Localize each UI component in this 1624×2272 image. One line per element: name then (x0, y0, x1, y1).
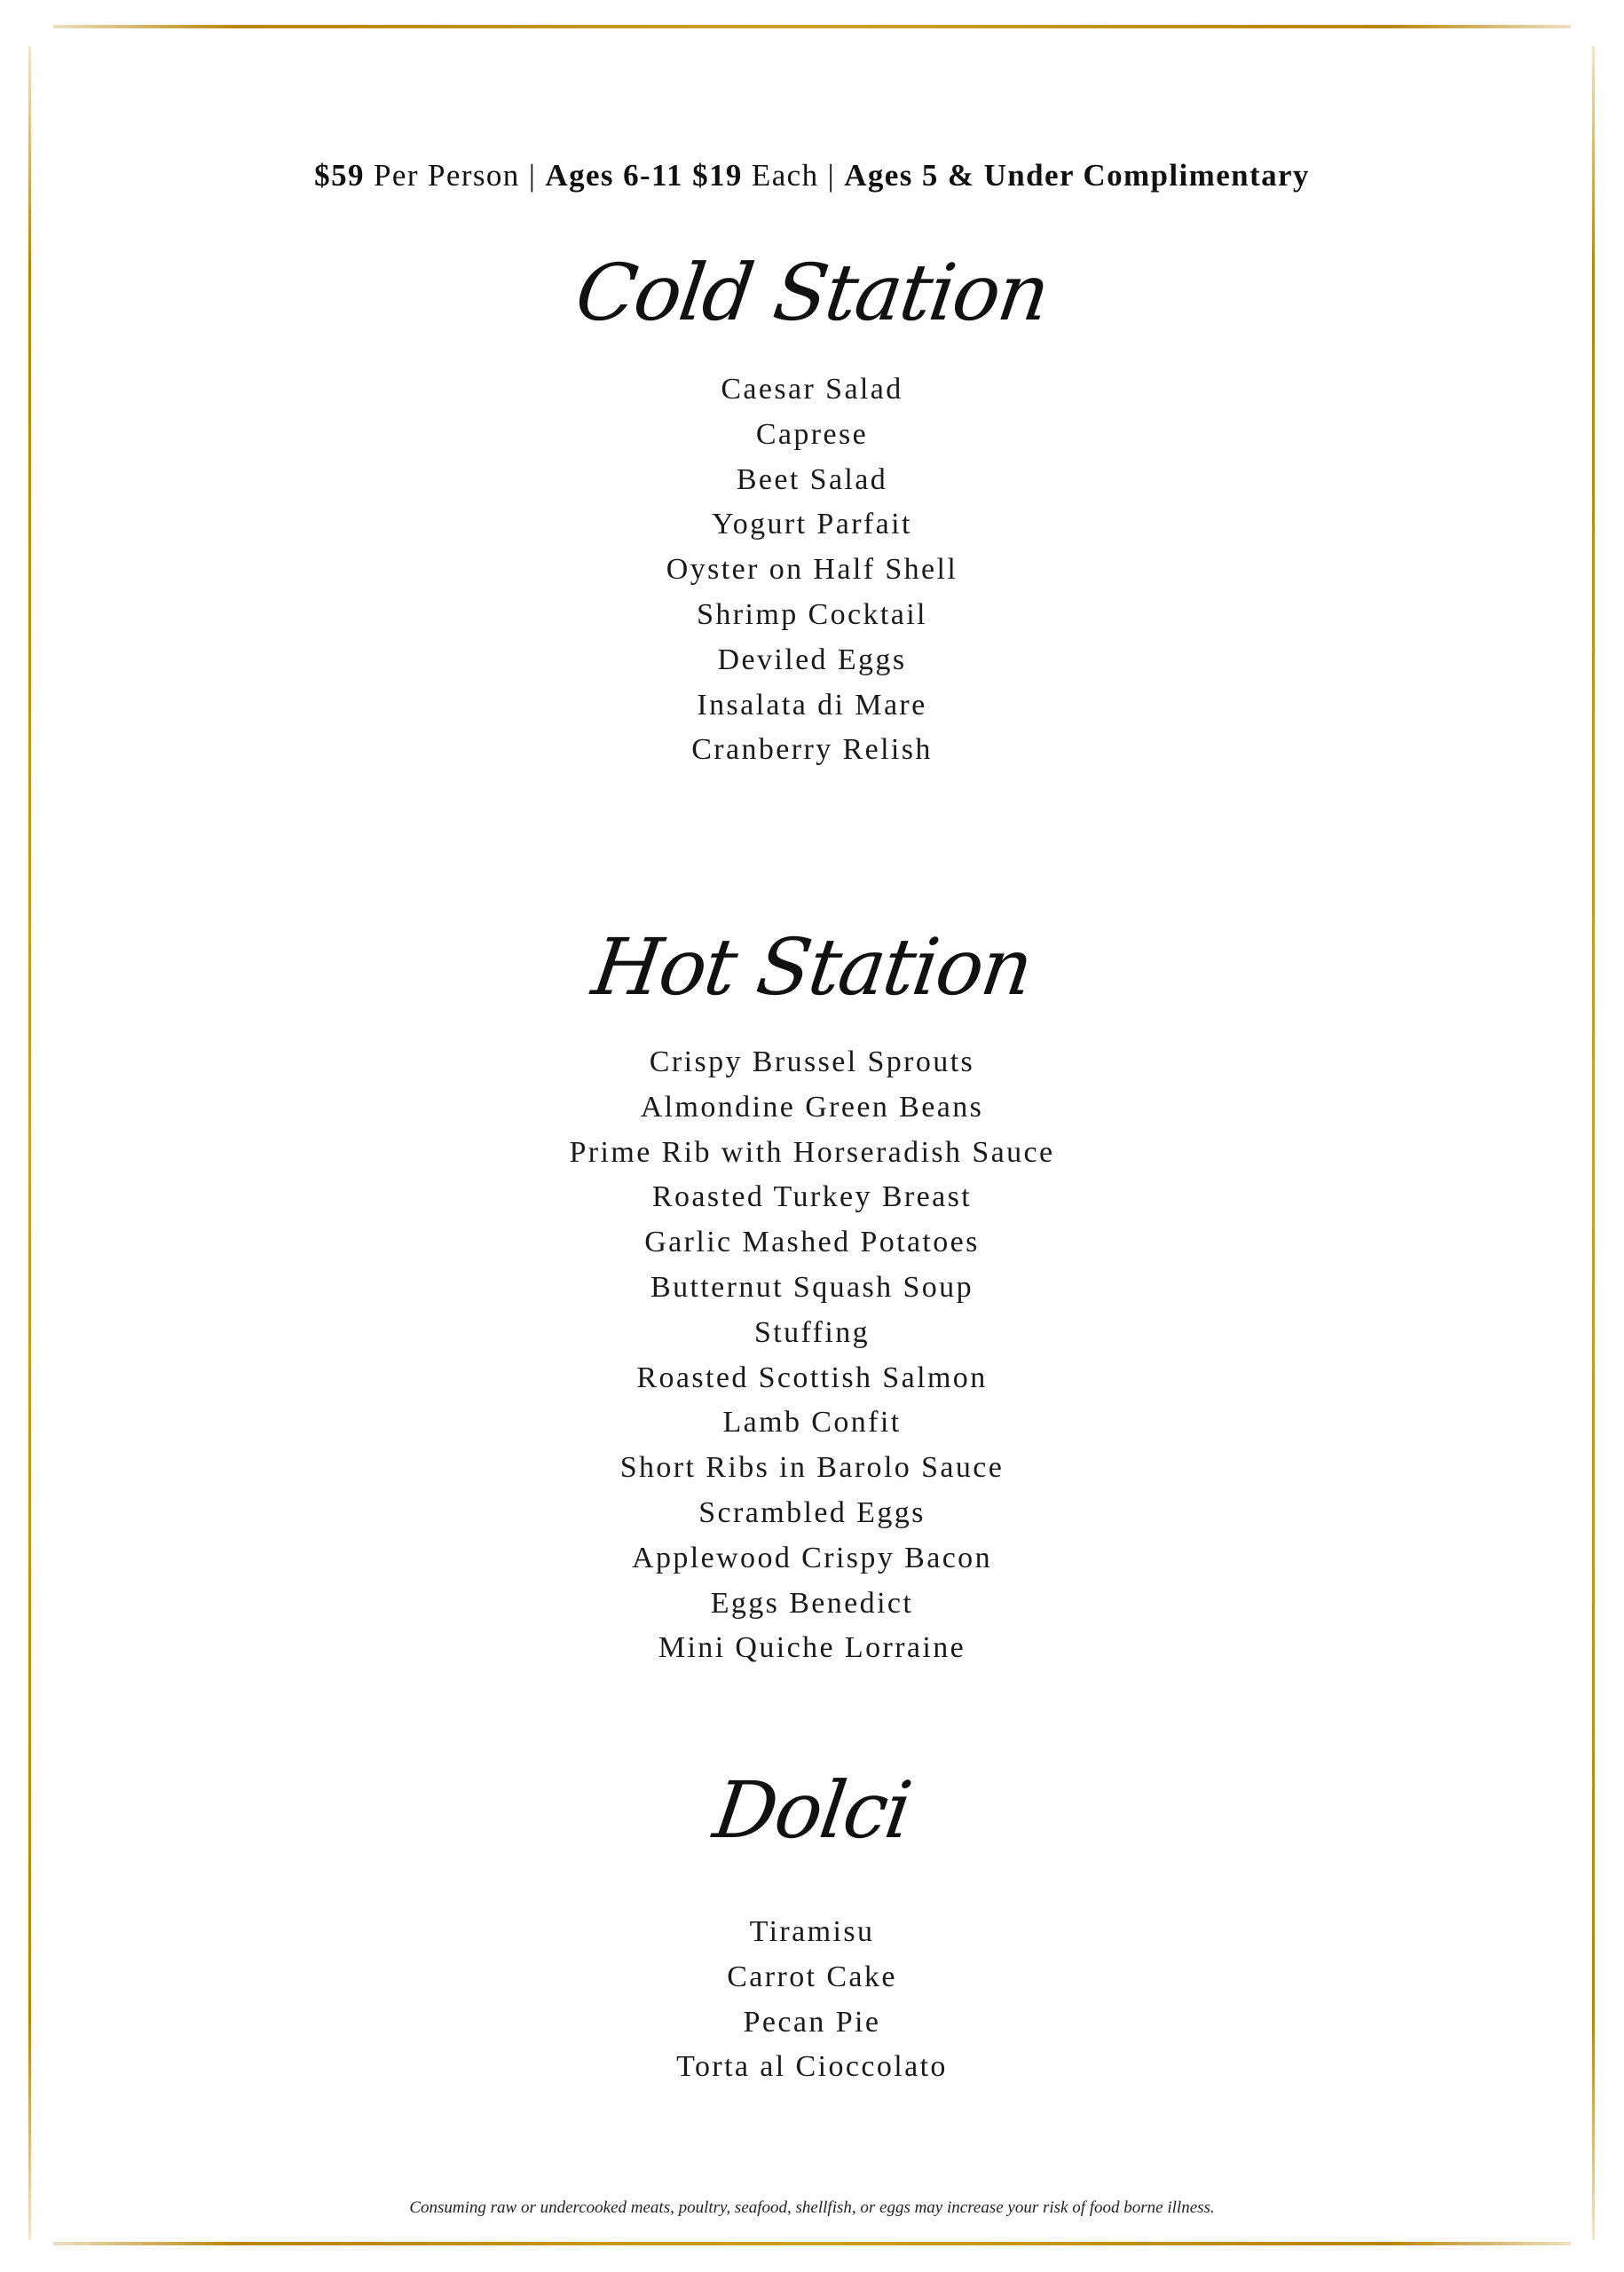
frame-top-border (53, 25, 1571, 28)
menu-item: Caprese (755, 417, 869, 451)
menu-item: Torta al Cioccolato (676, 2050, 948, 2084)
menu-item: Crispy Brussel Sprouts (649, 1045, 975, 1078)
dolci-title: Dolci (708, 1764, 916, 1856)
hot-station-list (0, 1040, 1624, 1671)
menu-item: Oyster on Half Shell (666, 553, 958, 587)
menu-item: Insalata di Mare (697, 688, 927, 722)
menu-item: Cranberry Relish (691, 733, 933, 767)
infant-price: Ages 5 & Under Complimentary (844, 158, 1310, 193)
food-safety-disclaimer: Consuming raw or undercooked meats, poultry, seafood, shellfish, or eggs may increase your risk of food borne illness. (409, 2198, 1215, 2217)
hot-station-title: Hot Station (587, 921, 1037, 1013)
cold-station-list (0, 367, 1624, 773)
menu-item: Carrot Cake (727, 1960, 897, 1993)
menu-item: Roasted Turkey Breast (651, 1180, 973, 1214)
menu-item: Shrimp Cocktail (697, 597, 927, 631)
menu-item: Almondine Green Beans (640, 1090, 984, 1124)
menu-item: Scrambled Eggs (698, 1495, 926, 1529)
menu-item: Stuffing (753, 1315, 871, 1349)
menu-item: Caesar Salad (721, 373, 903, 406)
menu-item: Eggs Benedict (710, 1586, 914, 1620)
child-price: Ages 6-11 $19 (545, 158, 743, 193)
menu-item: Pecan Pie (743, 2005, 881, 2039)
pricing-line (0, 156, 1624, 195)
menu-item: Mini Quiche Lorraine (658, 1631, 966, 1665)
cold-station-title: Cold Station (570, 247, 1054, 338)
menu-item: Deviled Eggs (717, 643, 907, 676)
menu-item: Applewood Crispy Bacon (632, 1541, 992, 1574)
adult-label: Per Person | (364, 158, 546, 193)
menu-item: Lamb Confit (722, 1406, 902, 1440)
menu-item: Garlic Mashed Potatoes (644, 1226, 980, 1259)
menu-item: Beet Salad (736, 462, 888, 496)
menu-item: Yogurt Parfait (712, 508, 912, 541)
dolci-list (0, 1910, 1624, 2090)
menu-item: Prime Rib with Horseradish Sauce (569, 1135, 1055, 1169)
menu-item: Short Ribs in Barolo Sauce (619, 1451, 1005, 1485)
adult-price: $59 (314, 158, 365, 193)
menu-item: Roasted Scottish Salmon (636, 1361, 988, 1394)
menu-item: Butternut Squash Soup (650, 1270, 974, 1304)
frame-bottom-border (53, 2242, 1571, 2245)
child-suffix: Each | (742, 158, 845, 193)
menu-item: Tiramisu (749, 1915, 875, 1948)
